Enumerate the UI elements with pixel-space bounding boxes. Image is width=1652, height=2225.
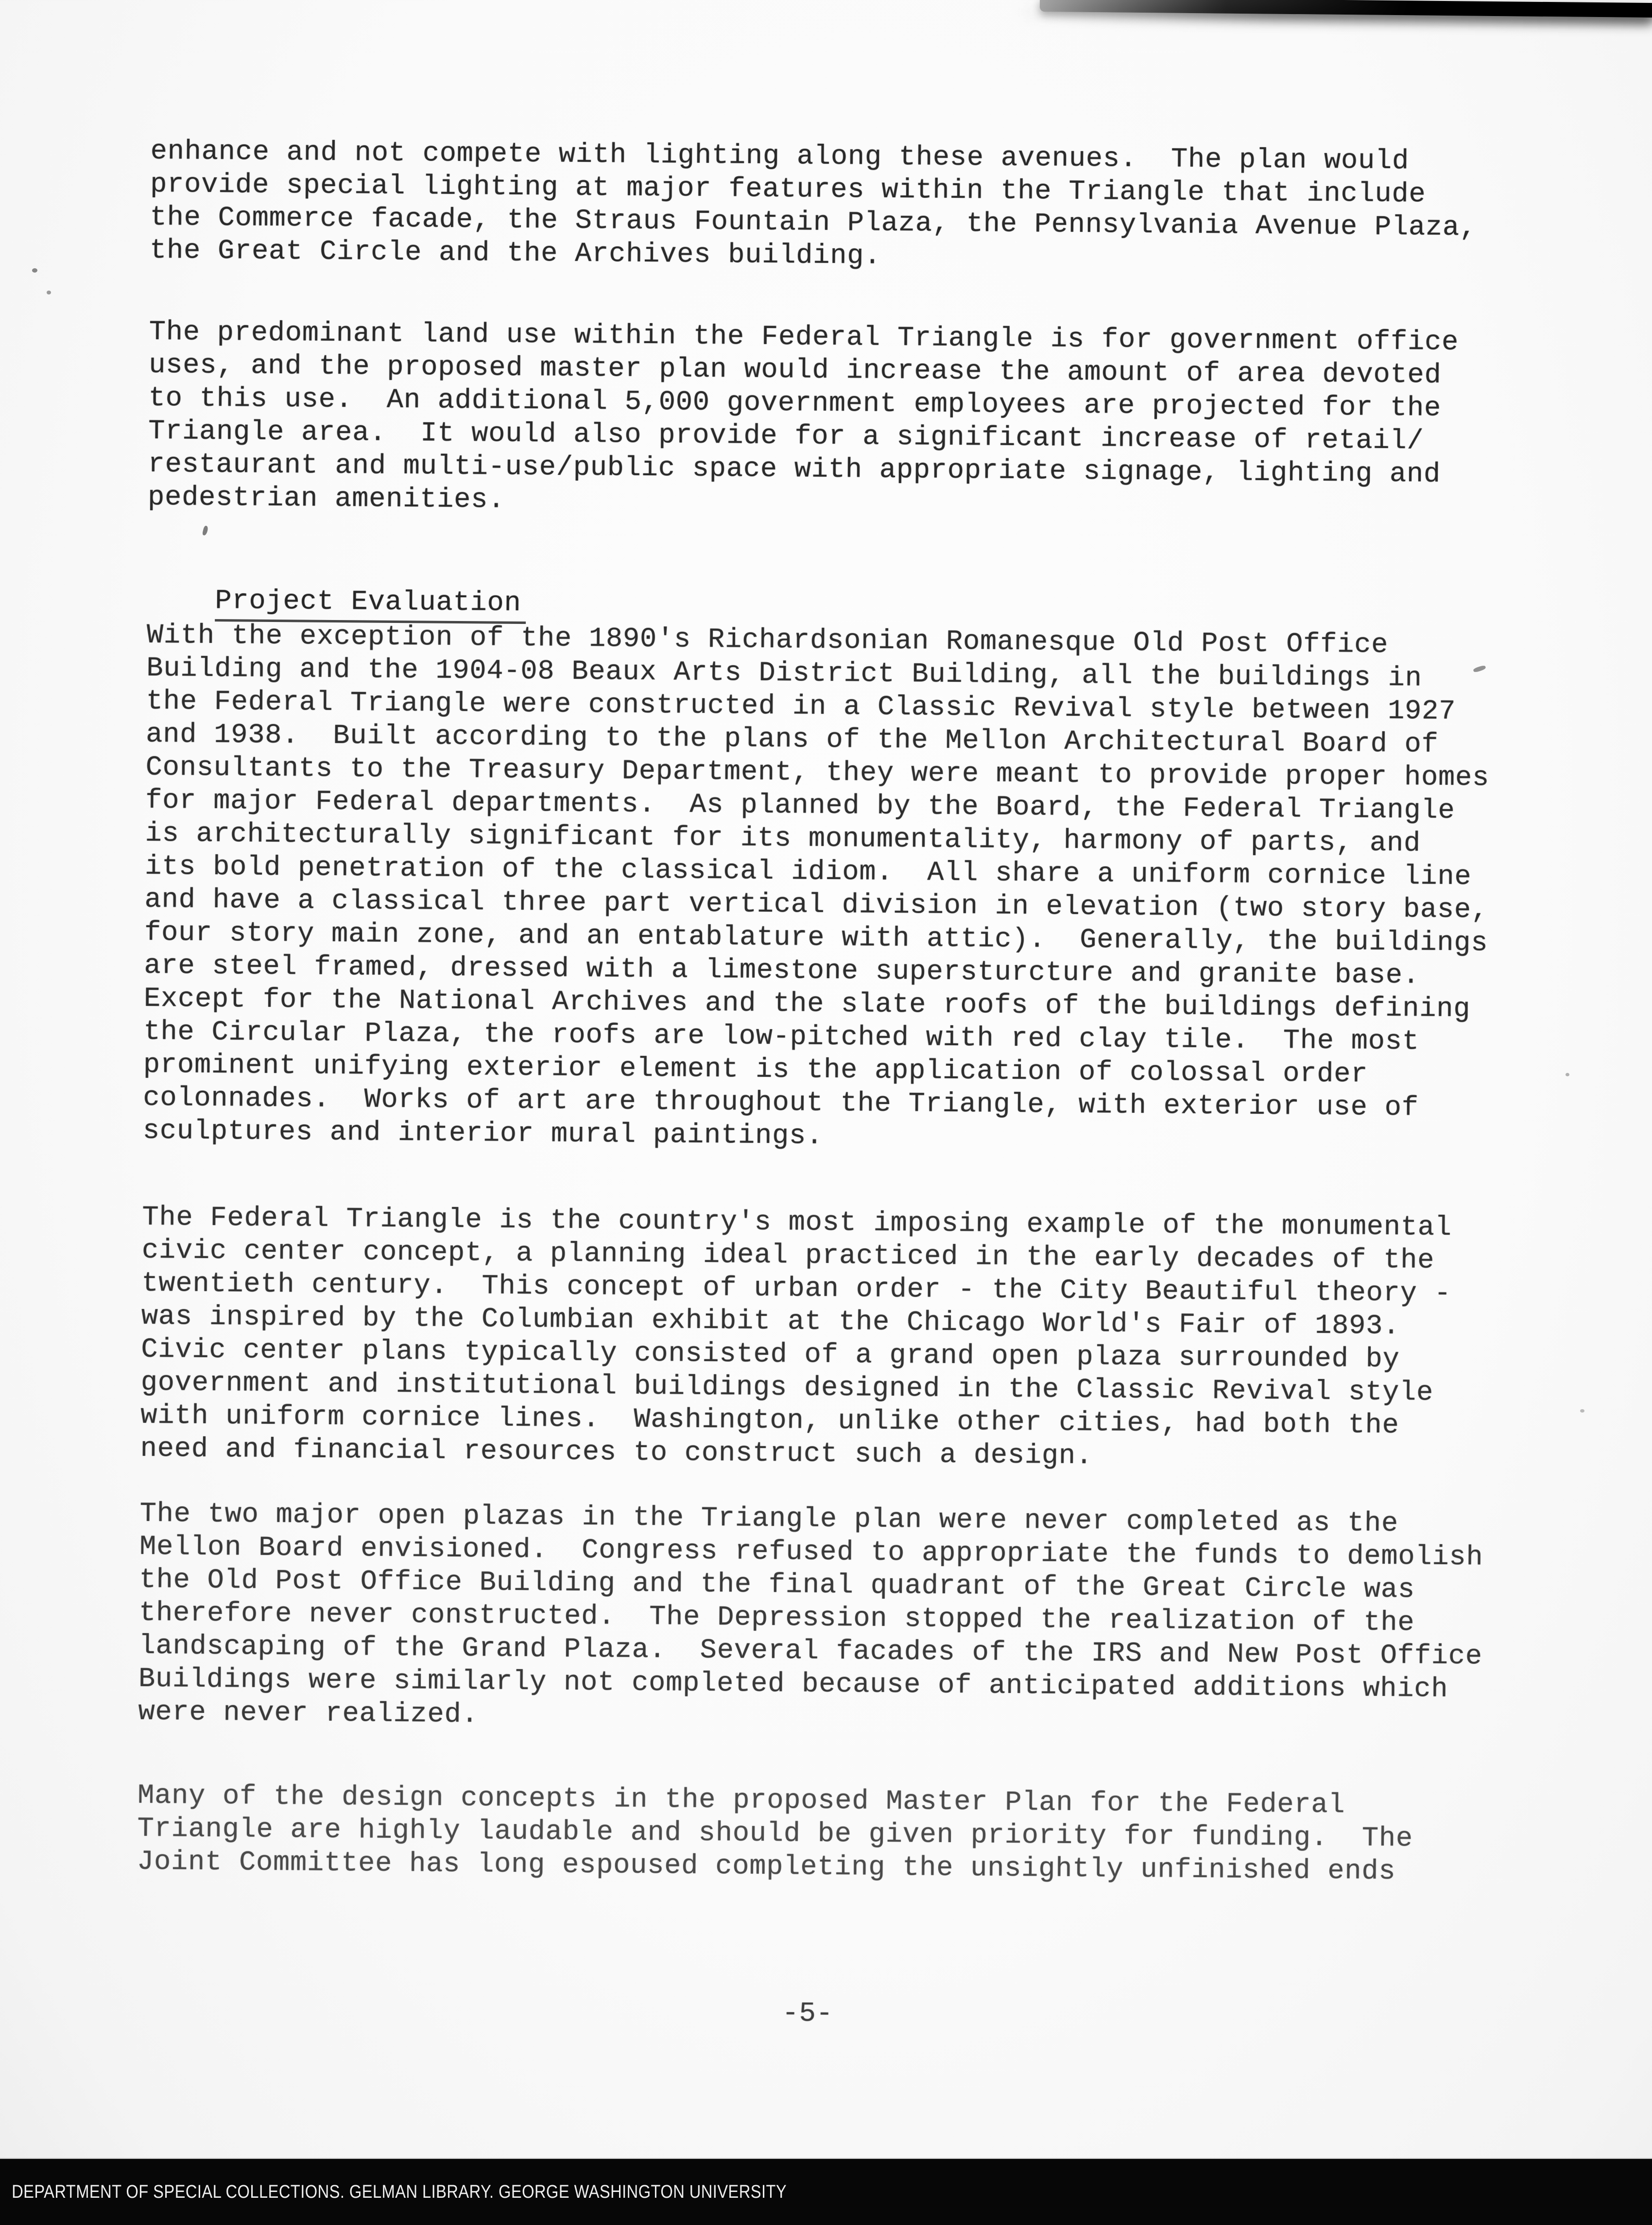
ink-speck <box>1566 1073 1569 1076</box>
footer-bar <box>0 2159 1652 2225</box>
paragraph-land-use: The predominant land use within the Federal Triangle is for government office uses, and the proposed master plan would increase the amount of area devoted to this use. An additional 5,000 government employees are projected for the Triangle area. It would also provide for a significant increase of retail/ restaurant and multi-use/public space with appropriate signage, lighting and pedestrian amenities. <box>147 316 1459 516</box>
paragraph-architecture: With the exception of the 1890's Richardsonian Romanesque Old Post Office Building and the 1904-08 Beaux Arts District Building, all the buildings in the Federal Triangle were constructed in a Classic Revival style between 1927 and 1938. Built according to the plans of the Mellon Architectural Board of Consultants to the Treasury Department, they were meant to provide proper homes for major Federal departments. As planned by the Board, the Federal Triangle is architecturally significant for its monumentality, harmony of parts, and its bold penetration of the classical idiom. All share a uniform cornice line and have a classical three part vertical division in elevation (two story base, four story main zone, and an entablature with attic). Generally, the buildings are steel framed, dressed with a limestone supersturcture and granite base. Except for the National Archives and the slate roofs of the buildings defining the Circular Plaza, the roofs are low-pitched with red clay tile. The most prominent unifying exterior element is the application of colossal order colonnades. Works of art are throughout the Triangle, with exterior use of sculptures and interior mural paintings. <box>142 620 1490 1152</box>
footer-label: DEPARTMENT OF SPECIAL COLLECTIONS. GELMAN LIBRARY. GEORGE WASHINGTON UNIVERSITY <box>12 2181 787 2202</box>
ink-speck <box>1580 1409 1584 1413</box>
paragraph-plazas: The two major open plazas in the Triangle plan were never completed as the Mellon Board envisioned. Congress refused to appropriate the funds to demolish the Old Post Office Building and the final quadrant of the Great Circle was therefore never constructed. The Depression stopped the realization of the landscaping of the Grand Plaza. Several facades of the IRS and New Post Office Buildings were similarly not completed because of anticipated additions which were never realized. <box>138 1498 1483 1731</box>
section-heading-text: Project Evaluation <box>215 585 526 624</box>
ink-speck <box>47 291 51 294</box>
paragraph-civic-center: The Federal Triangle is the country's most imposing example of the monumental civic center concept, a planning ideal practiced in the early decades of the twentieth century. This concept of urban order - the City Beautiful theory - was inspired by the Columbian exhibit at the Chicago World's Fair of 1893. Civic center plans typically consisted of a grand open plaza surrounded by government and institutional buildings designed in the Classic Revival style with uniform cornice lines. Washington, unlike other cities, had both the need and financial resources to construct such a design. <box>140 1202 1452 1472</box>
paragraph-master-plan: Many of the design concepts in the proposed Master Plan for the Federal Triangle are highly laudable and should be given priority for funding. The Joint Committee has long espoused completing the unsightly unfinished ends <box>137 1780 1413 1888</box>
typed-content <box>135 135 1531 2138</box>
page-number: -5- <box>782 1998 833 2030</box>
ink-speck <box>32 268 37 273</box>
paragraph-lighting: enhance and not compete with lighting along these avenues. The plan would provide special lighting at major features within the Triangle that include the Commerce facade, the Straus Fountain Plaza, the Pennsylvania Avenue Plaza, the Great Circle and the Archives building. <box>149 136 1477 272</box>
